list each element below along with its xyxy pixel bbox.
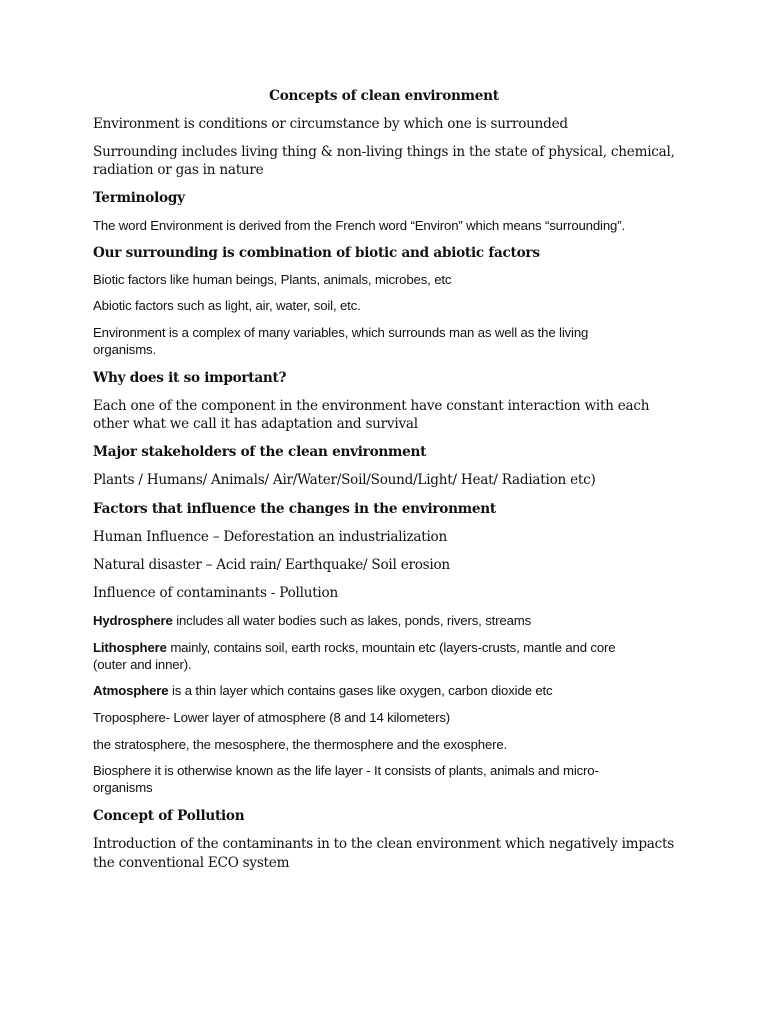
paragraph-definition: Environment is conditions or circumstance by which one is surrounded [93,116,568,132]
term-hydrosphere: Hydrosphere [93,613,173,628]
term-atmosphere: Atmosphere [93,683,169,698]
paragraph-biosphere-line-2: organisms [93,780,153,795]
paragraph-contaminants: Influence of contaminants - Pollution [93,585,338,601]
paragraph-hydrosphere [93,613,531,628]
heading-importance: Why does it so important? [93,370,287,386]
heading-terminology: Terminology [93,190,185,206]
paragraph-interaction-line-1: Each one of the component in the environment have constant interaction with each [93,398,650,414]
paragraph-interaction-line-2: other what we call it has adaptation and survival [93,416,418,432]
lithosphere-text: mainly, contains soil, earth rocks, mountain etc (layers-crusts, mantle and core [166,640,616,655]
paragraph-surrounding-line-2: radiation or gas in nature [93,162,264,178]
paragraph-abiotic: Abiotic factors such as light, air, water, soil, etc. [93,298,361,313]
paragraph-terminology: The word Environment is derived from the French word “Environ” which means “surrounding”. [93,218,625,233]
paragraph-complex-line-2: organisms. [93,342,156,357]
paragraph-complex-line-1: Environment is a complex of many variables, which surrounds man as well as the living [93,325,589,340]
paragraph-lithosphere-line-2: (outer and inner). [93,657,192,672]
paragraph-natural-disaster: Natural disaster – Acid rain/ Earthquake/ Soil erosion [93,557,450,573]
heading-pollution: Concept of Pollution [93,808,245,824]
paragraph-upper-layers: the stratosphere, the mesosphere, the thermosphere and the exosphere. [93,737,508,752]
heading-stakeholders: Major stakeholders of the clean environment [93,444,427,460]
document-title: Concepts of clean environment [269,88,499,104]
paragraph-biotic: Biotic factors like human beings, Plants, animals, microbes, etc [93,272,452,287]
hydrosphere-text: includes all water bodies such as lakes, ponds, rivers, streams [172,613,532,628]
paragraph-biosphere-line-1: Biosphere it is otherwise known as the life layer - It consists of plants, animals and micro- [93,763,599,778]
heading-biotic-abiotic: Our surrounding is combination of biotic and abiotic factors [93,245,540,261]
paragraph-stakeholders: Plants / Humans/ Animals/ Air/Water/Soil/Sound/Light/ Heat/ Radiation etc) [93,472,596,488]
paragraph-pollution-line-2: the conventional ECO system [93,855,290,871]
heading-factors: Factors that influence the changes in the environment [93,501,496,517]
paragraph-atmosphere [93,683,552,698]
paragraph-pollution-line-1: Introduction of the contaminants in to the clean environment which negatively impacts [93,836,674,852]
paragraph-troposphere: Troposphere- Lower layer of atmosphere (8 and 14 kilometers) [93,710,451,725]
paragraph-surrounding-line-1: Surrounding includes living thing & non-living things in the state of physical, chemical, [93,144,675,160]
paragraph-human-influence: Human Influence – Deforestation an industrialization [93,529,447,545]
atmosphere-text: is a thin layer which contains gases like oxygen, carbon dioxide etc [168,683,553,698]
paragraph-lithosphere-line-1 [93,640,615,655]
term-lithosphere: Lithosphere [93,640,167,655]
